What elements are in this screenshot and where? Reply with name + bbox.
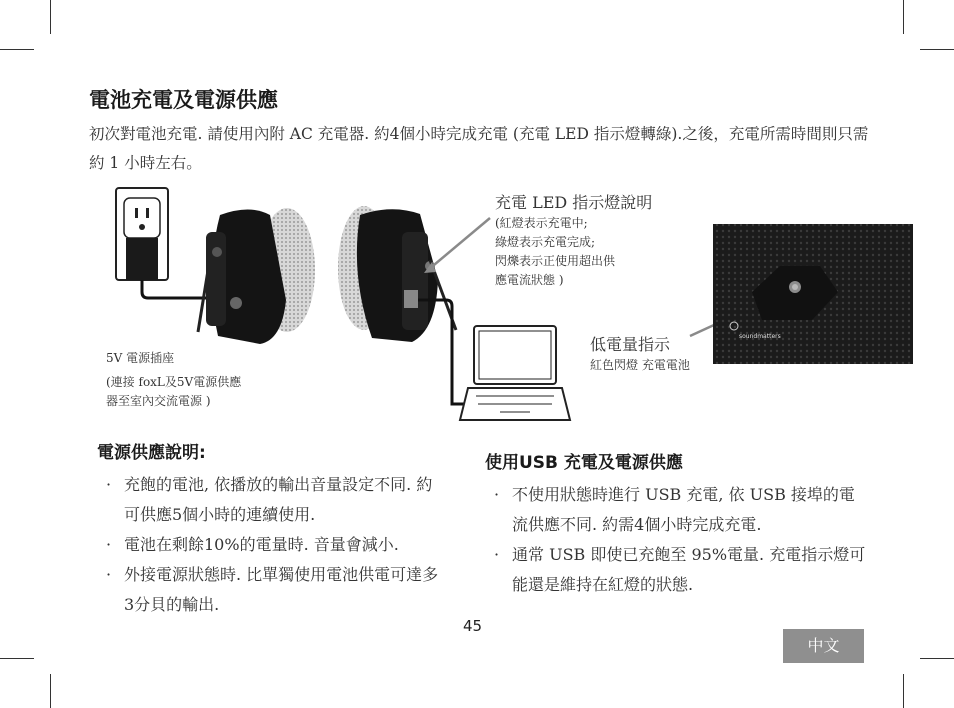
page-number: 45 [463,617,483,635]
speaker-closeup [713,224,913,364]
speaker-left [198,208,315,344]
usb-section-list [488,480,870,600]
power-section-list [100,470,445,620]
list-item: · 不使用狀態時進行 USB 充電, 依 USB 接埠的電流供應不同. 約需4個小時完成充電. [488,480,870,540]
speaker-brand-text: soundmatters [739,333,781,340]
page-title: 電池充電及電源供應 [89,88,278,112]
power-callout-desc [106,373,241,411]
led-callout-line: (紅燈表示充電中; [495,216,588,230]
led-callout-desc [495,214,615,290]
led-callout-line: 應電流狀態 ) [495,273,564,287]
speaker-right [338,206,456,342]
led-callout-line: 閃爍表示正使用超出供 [495,254,616,268]
intro-paragraph: 初次對電池充電. 請使用內附 AC 充電器. 約4個小時完成充電 (充電 LED 指示燈轉綠).之後，充電所需時間則只需約 1 小時左右。 [89,125,869,172]
usb-section-title: 使用USB 充電及電源供應 [485,453,683,473]
list-item: · 充飽的電池, 依播放的輸出音量設定不同. 約可供應5個小時的連續使用. [100,470,445,530]
low-battery-callout-desc: 紅色閃燈 充電電池 [590,358,690,372]
power-callout-line: 器至室內交流電源 ) [106,394,211,408]
power-callout-line: (連接 foxL及5V電源供應 [106,375,242,389]
power-callout-title: 5V 電源插座 [106,351,175,365]
list-item: · 外接電源狀態時. 比單獨使用電池供電可達多3分貝的輸出. [100,560,445,620]
list-item: · 通常 USB 即使已充飽至 95%電量. 充電指示燈可能還是維持在紅燈的狀態. [488,540,870,600]
led-callout-title: 充電 LED 指示燈說明 [495,193,653,212]
power-section-title: 電源供應說明: [97,443,206,463]
list-item: · 電池在剩餘10%的電量時. 音量會減小. [100,530,445,560]
laptop [460,326,570,420]
low-battery-callout-title: 低電量指示 [590,335,671,354]
language-badge: 中文 [783,629,864,663]
led-pointer [428,218,490,270]
led-callout-line: 綠燈表示充電完成; [495,235,596,249]
